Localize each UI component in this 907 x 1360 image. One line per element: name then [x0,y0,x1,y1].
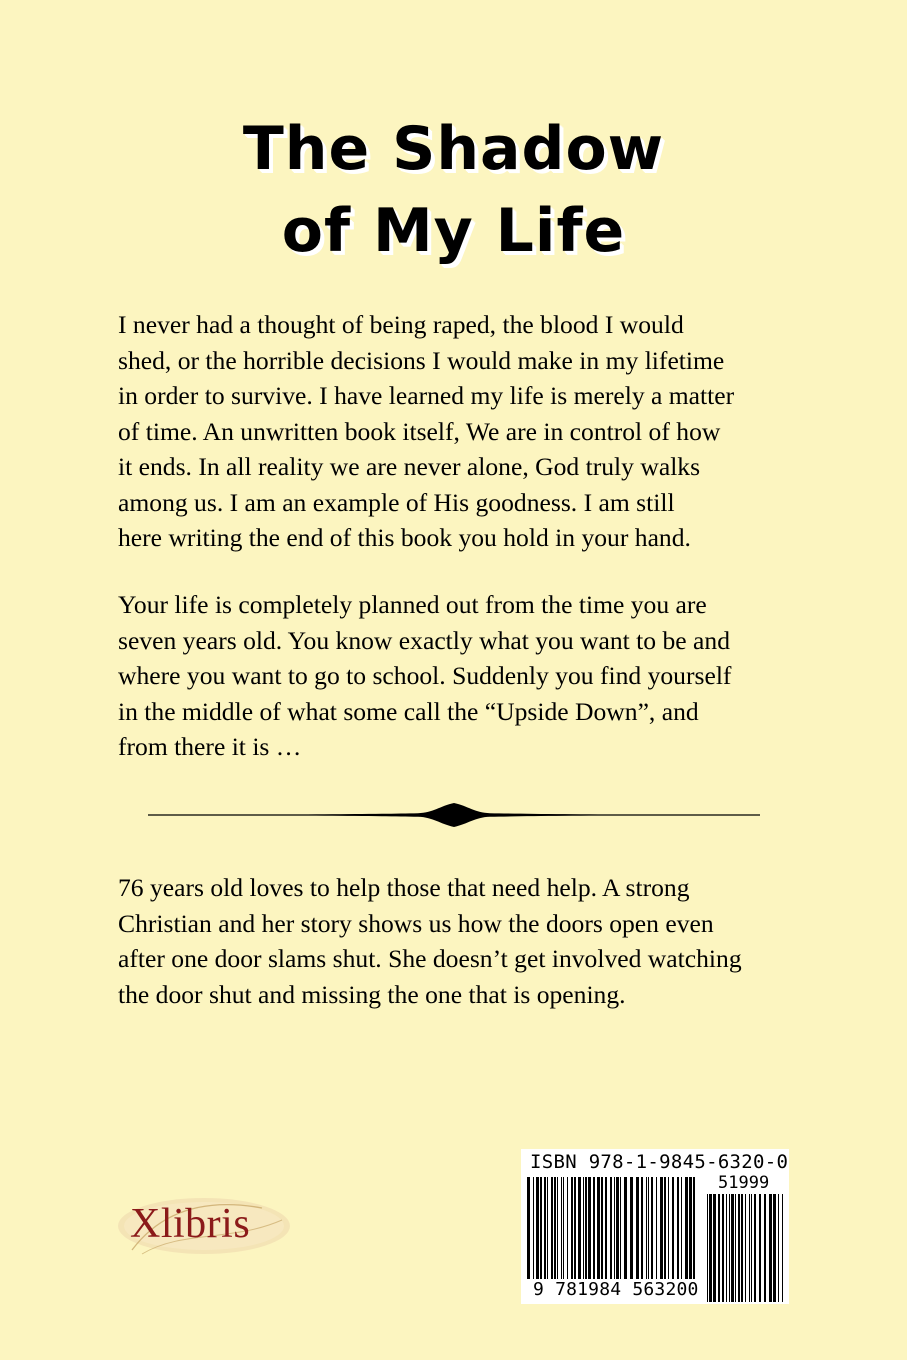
barcode-bar [605,1177,607,1279]
blurb-line: I never had a thought of being raped, the blood I would [118,310,684,339]
barcode-bar [554,1177,556,1279]
barcode-bar [713,1194,716,1302]
barcode-bar [769,1194,772,1302]
barcode-bar [718,1194,720,1302]
barcode-bar [656,1177,657,1279]
barcode-bar [583,1177,584,1279]
barcode-bar [585,1177,587,1279]
barcode-bar [693,1177,695,1279]
barcode-bar [741,1194,743,1302]
barcode-bar [707,1194,708,1302]
barcode-bar [571,1177,573,1279]
barcode-bar [544,1177,546,1279]
barcode-bar [636,1177,639,1279]
blurb-line: among us. I am an example of His goodness. I am still [118,487,675,517]
barcode-bar [646,1177,647,1279]
barcode-bar [601,1177,603,1279]
addon-barcode-icon [707,1194,784,1302]
barcode-bar [593,1177,595,1279]
barcode-bar [759,1194,761,1302]
barcode-bar [660,1177,663,1279]
barcode-bar [726,1194,727,1302]
ean-digits: 9 781984 563200 [533,1279,699,1300]
bio-line: 76 years old loves to help those that need help. A strong [118,873,690,902]
barcode-bar [630,1177,633,1279]
barcode-bar [551,1177,553,1279]
barcode-bar [729,1194,730,1302]
blurb-line: Your life is completely planned out from the time you are [118,590,707,619]
barcode-bar [616,1177,619,1279]
barcode-bar [745,1194,746,1302]
author-bio [118,870,798,1012]
isbn-label: ISBN 978-1-9845-6320-0 [530,1151,789,1173]
blurb-paragraph-1 [118,307,798,556]
barcode-bar [731,1194,734,1302]
barcode-bar [567,1177,568,1279]
barcode-bar [735,1194,736,1302]
barcode-bar [547,1177,548,1279]
barcode-bar [722,1194,724,1302]
barcode-bar [689,1177,692,1279]
blurb-line: in order to survive. I have learned my life is merely a matter [118,381,735,410]
barcode-bar [751,1194,752,1302]
barcode-bar [540,1177,542,1279]
barcode-bar [588,1177,591,1279]
barcode-bar [563,1177,564,1279]
barcode-bar [578,1177,581,1279]
bio-line: the door shut and missing the one that is opening. [118,979,626,1009]
blurb-line: of time. An unwritten book itself, We are in control of how [118,416,721,446]
blurb-line: shed, or the horrible decisions I would make in my lifetime [118,345,725,375]
barcode-bar [677,1177,679,1279]
barcode-bar [533,1177,534,1279]
blurb-line: in the middle of what some call the “Upside Down”, and [118,696,699,726]
barcode-icon [527,1177,697,1279]
blurb-line: it ends. In all reality we are never alone, God truly walks [118,452,701,481]
blurb-line: where you want to go to school. Suddenly you find yourself [118,661,732,690]
barcode-bar [778,1194,779,1302]
title-line-2: of My Life [281,196,626,266]
blurb-paragraph-2 [118,587,798,765]
barcode-bar [672,1177,674,1279]
barcode-bar [614,1177,615,1279]
barcode-bar [668,1177,669,1279]
bio-line: Christian and her story shows us how the doors open even [118,908,714,938]
barcode-bar [624,1177,627,1279]
barcode-bar [610,1177,612,1279]
barcode-bar [664,1177,666,1279]
barcode-bar [709,1194,712,1302]
bio-line: after one door slams shut. She doesn’t get involved watching [118,944,742,973]
barcode-bar [557,1177,558,1279]
barcode-bar [651,1177,653,1279]
price-code: 51999 [718,1173,770,1193]
barcode-bar [641,1177,643,1279]
blurb-line: seven years old. You know exactly what you want to be and [118,625,730,655]
barcode-bar [620,1177,621,1279]
barcode-bar [749,1194,750,1302]
barcode-bar [685,1177,688,1279]
book-title [0,108,907,272]
barcode-bar [738,1194,740,1302]
barcode-bar [527,1177,530,1279]
barcode-bar [597,1177,600,1279]
barcode-bar [574,1177,576,1279]
blurb-line: from there it is … [118,732,302,761]
barcode-bar [681,1177,682,1279]
publisher-logo [112,1190,292,1260]
barcode-bar [764,1194,766,1302]
title-line-1: The Shadow [242,114,665,184]
barcode-bar [782,1194,783,1302]
blurb-line: here writing the end of this book you hold in your hand. [118,523,691,552]
barcode-bar [754,1194,756,1302]
barcode-bar [561,1177,562,1279]
barcode-bar [536,1177,539,1279]
barcode-bar [773,1194,776,1302]
ornament-divider [148,800,760,830]
publisher-name: Xlibris [130,1201,251,1247]
barcode-bar [648,1177,649,1279]
